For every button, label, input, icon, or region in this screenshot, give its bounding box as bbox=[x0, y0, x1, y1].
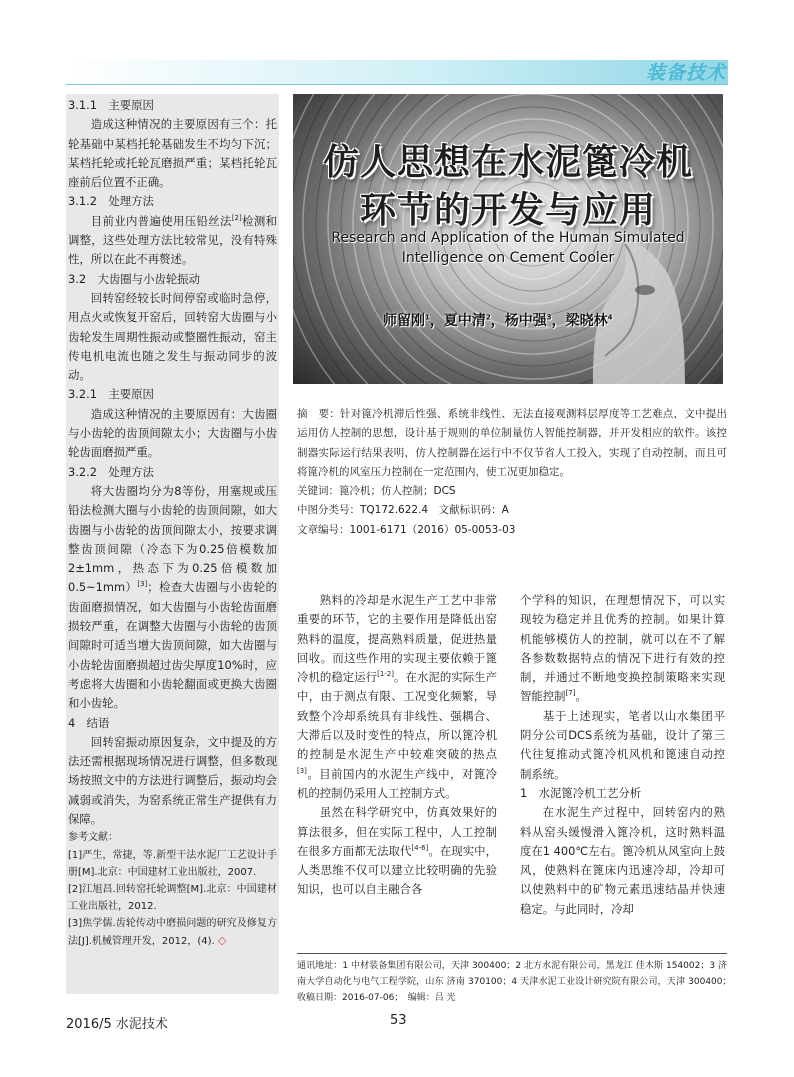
citation: [1-2] bbox=[377, 670, 394, 679]
heading-1: 1 水泥篦冷机工艺分析 bbox=[520, 785, 642, 800]
author-affiliation: 1 bbox=[425, 313, 430, 322]
author-name: 夏中清 bbox=[443, 313, 486, 329]
paragraph-text: 个学科的知识，在理想情况下，可以实现较为稳定并且优秀的控制。如果计算机能够模仿人的控制，就可以在不了解各参数数据特点的情况下进行有效的控制，并通过不断地变换控制策略来实现智能控制 bbox=[520, 593, 725, 704]
heading-4: 4 结语 bbox=[68, 715, 110, 730]
heading-3-2: 3.2 大齿圈与小齿轮振动 bbox=[68, 271, 201, 286]
paragraph-text: ；检查大齿圈与小齿轮的齿面磨损情况，如大齿圈与小齿轮齿面磨损较严重，在调整大齿圈与小齿轮的齿顶间隙时可适当增大齿顶间隙，如大齿圈与小齿轮齿面磨损超过齿尖厚度10%时，应考虑将大齿圈和小齿轮翻面或更换大齿圈和小齿轮。 bbox=[68, 580, 277, 711]
footnote-rule bbox=[297, 953, 727, 954]
doc-code-value: A bbox=[501, 504, 509, 517]
paragraph-text: 虽然在科学研究中，仿真效果好的算法很多，但在实际工程中，人工控制在很多方面都无法取代 bbox=[297, 805, 497, 858]
citation: [7] bbox=[565, 689, 576, 698]
title-en-line: Intelligence on Cement Cooler bbox=[401, 250, 615, 266]
paragraph-text: 。在水泥的实际生产中，由于测点有限、工况变化频繁，导致整个冷却系统具有非线性、强耦合、大滞后以及时变性的特点，所以篦冷机的控制是水泥生产中较难突破的热点 bbox=[297, 670, 497, 762]
references-heading: 参考文献： bbox=[68, 832, 118, 844]
abstract-label: 摘 要： bbox=[297, 408, 341, 420]
keywords-label: 关键词： bbox=[297, 485, 339, 498]
author-separator: ， bbox=[429, 313, 444, 329]
article-title-en bbox=[293, 228, 723, 268]
paragraph: 回转窑经较长时间停窑或临时急停，用点火或恢复开窑后，回转窑大齿圈与小齿轮发生周期性振动或整圈性振动，窑主传电机电流也随之发生与振动同步的波动。 bbox=[68, 290, 277, 383]
author-separator: ， bbox=[551, 313, 566, 329]
title-line: 仿人思想在水泥篦冷机 bbox=[322, 142, 693, 183]
header-rule bbox=[66, 84, 728, 85]
title-image bbox=[293, 94, 723, 384]
abstract-text: 针对篦冷机滞后性强、系统非线性、无法直接观测料层厚度等工艺难点，文中提出运用仿人控制的思想，设计基于规则的单位制量仿人智能控制器，并开发相应的软件。该控制器实际运行结果表明，仿人控制器在运行中不仅节省人工投入，实现了自动控制，而且可将篦冷机的风室压力控制在一定范围内，使工况更加稳定。 bbox=[297, 408, 728, 478]
heading-3-2-2: 3.2.2 处理方法 bbox=[68, 464, 154, 479]
paragraph-text: 。 bbox=[575, 689, 587, 704]
paragraph-text: 。在现实中，人类思维不仅可以建立比较明确的先验知识，也可以自主融合各 bbox=[297, 843, 497, 897]
doc-code-label: 文献标识码： bbox=[438, 504, 502, 517]
title-en-line: Research and Application of the Human Simulated bbox=[331, 230, 685, 246]
reference-item: [1]严生，常捷，等.新型干法水泥厂工艺设计手册[M].北京：中国建材工业出版社，2007. bbox=[68, 850, 277, 879]
clc-label: 中图分类号： bbox=[297, 504, 360, 517]
reference-item bbox=[68, 915, 277, 950]
heading-3-2-1: 3.2.1 主要原因 bbox=[68, 387, 154, 402]
paragraph: 造成这种情况的主要原因有：大齿圈与小齿轮的齿顶间隙太小；大齿圈与小齿轮齿面磨损严重。 bbox=[68, 406, 277, 460]
page-number: 53 bbox=[390, 1013, 407, 1028]
author-name: 师留刚 bbox=[383, 313, 425, 329]
author-separator: ， bbox=[490, 313, 505, 329]
paragraph-text: 将大齿圈均分为8等份，用塞规或压铅法检测大圈与小齿轮的齿顶间隙，如大齿圈与小齿轮的齿顶间隙太小，按要求调整齿顶间隙（冷态下为0.25倍模数加2±1mm，热态下为0.25倍模数加0.5~1mm） bbox=[68, 483, 277, 595]
paragraph bbox=[68, 212, 277, 270]
article-title-cn bbox=[293, 139, 723, 235]
heading-3-1-2: 3.1.2 处理方法 bbox=[68, 194, 154, 209]
paragraph: 在水泥生产过程中，回转窑内的熟料从窑头缓慢滑入篦冷机，这时熟料温度在1 400℃左右。篦冷机从风室向上鼓风，使熟料在篦床内迅速冷却，冷却可以使熟料中的矿物元素迅速结晶并快速稳定。与此同时，冷却 bbox=[520, 805, 725, 916]
keywords-text: 篦冷机；仿人控制；DCS bbox=[339, 485, 456, 498]
clc-value: TQ172.622.4 bbox=[360, 504, 429, 517]
paragraph-text: 。目前国内的水泥生产线中，对篦冷机的控制仍采用人工控制方式。 bbox=[297, 766, 497, 800]
end-mark-icon: ◇ bbox=[217, 934, 227, 948]
paragraph: 造成这种情况的主要原因有三个：托轮基础中某档托轮基础发生不均匀下沉；某档托轮或托轮瓦磨损严重；某档托轮瓦座前后位置不正确。 bbox=[68, 117, 277, 190]
article-no-label: 文章编号： bbox=[297, 523, 350, 536]
article-number bbox=[297, 521, 727, 540]
paragraph bbox=[68, 482, 277, 714]
body-column-right bbox=[520, 591, 725, 919]
header-band bbox=[66, 60, 728, 84]
citation: [4-6] bbox=[411, 844, 429, 853]
heading-3-1-1: 3.1.1 主要原因 bbox=[68, 98, 154, 112]
reference-item: [2]江旭昌.回转窑托轮调整[M].北京：中国建材工业出版社，2012. bbox=[68, 884, 277, 913]
author-name: 杨中强 bbox=[504, 313, 547, 329]
citation: [3] bbox=[137, 580, 148, 589]
author-affiliation: 2 bbox=[485, 313, 491, 322]
body-column-middle bbox=[297, 591, 497, 900]
citation: [3] bbox=[297, 766, 307, 775]
abstract bbox=[297, 405, 727, 482]
paragraph bbox=[297, 591, 497, 803]
abstract-block bbox=[297, 405, 727, 540]
paragraph-text: 熟料的冷却是水泥生产工艺中非常重要的环节，它的主要作用是降低出窑熟料的温度，提高熟料质量，促进热量回收。而这些作用的实现主要依赖于篦冷机的稳定运行 bbox=[297, 593, 497, 685]
authors bbox=[383, 310, 613, 330]
author-affiliation: 4 bbox=[607, 313, 613, 322]
paragraph-text: 检测和调整，这些处理方法比较常见，没有特殊性，所以在此不再赘述。 bbox=[68, 213, 277, 267]
footnote: 通讯地址：1 中材装备集团有限公司，天津 300400；2 北方水泥有限公司，黑龙江 佳木斯 154002；3 济南大学自动化与电气工程学院，山东 济南 370100；4 天津水泥工业设计研究院有限公司，天津 300400； 收稿日期：2016-07-06； 编辑：吕 光 bbox=[297, 961, 737, 1003]
classification bbox=[297, 501, 727, 520]
section-title: 装备技术 bbox=[645, 62, 726, 84]
author-name: 梁晓林 bbox=[565, 313, 608, 329]
paragraph-text: 目前业内普遍使用压铅丝法 bbox=[90, 213, 232, 228]
author-affiliation: 3 bbox=[546, 313, 552, 322]
article-no-value: 1001-6171（2016）05-0053-03 bbox=[349, 523, 516, 536]
paragraph bbox=[520, 591, 725, 707]
paragraph: 回转窑振动原因复杂，文中提及的方法还需根据现场情况进行调整，但多数现场按照文中的方法进行调整后，振动均会减弱或消失，为窑系统正常生产提供有力保障。 bbox=[68, 734, 277, 826]
reference-text: [3]焦学儒.齿轮传动中磨损问题的研究及修复方法[J].机械管理开发，2012，(4). bbox=[68, 918, 277, 948]
left-column-text bbox=[68, 96, 277, 950]
paragraph: 基于上述现实，笔者以山水集团平阴分公司DCS系统为基础，设计了第三代往复推动式篦冷机风机和篦速自动控制系统。 bbox=[520, 708, 725, 781]
keywords bbox=[297, 482, 727, 501]
title-line: 环节的开发与应用 bbox=[359, 190, 656, 231]
journal-issue: 2016/5 水泥技术 bbox=[66, 1017, 168, 1032]
citation: [2] bbox=[231, 213, 242, 222]
paragraph bbox=[297, 803, 497, 899]
